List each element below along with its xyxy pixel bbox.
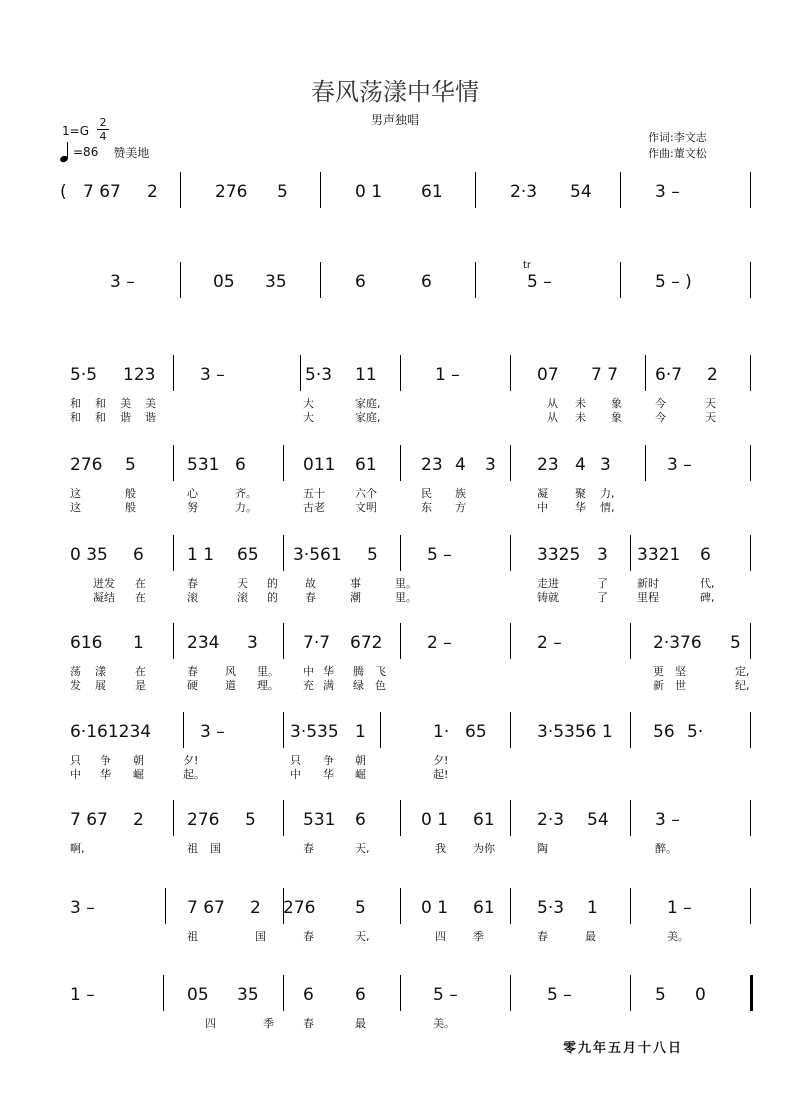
lyric-syllable: 大 bbox=[303, 397, 314, 410]
note-group: 3 – bbox=[200, 722, 225, 742]
lyric-syllable: 心 bbox=[187, 487, 198, 500]
lyric-syllable: 春 bbox=[187, 665, 198, 678]
note-row bbox=[55, 260, 755, 292]
note-group: 5 – bbox=[547, 985, 572, 1005]
note-group: 23 bbox=[537, 455, 559, 475]
note-group: 3·561 bbox=[293, 545, 342, 565]
lyric-syllable: 从 bbox=[547, 411, 558, 424]
note-group: 2 bbox=[250, 898, 261, 918]
lyric-syllable: 新时 bbox=[637, 577, 659, 590]
time-bottom: 4 bbox=[99, 130, 107, 143]
note-group: 5 bbox=[355, 898, 366, 918]
key-signature: 1=G bbox=[62, 124, 89, 138]
note-group: ( bbox=[60, 182, 67, 202]
note-group: 5 bbox=[245, 810, 256, 830]
lyric-syllable: 努 bbox=[187, 501, 198, 514]
note-group: 0 bbox=[695, 985, 706, 1005]
note-group: 5 – bbox=[527, 272, 552, 292]
lyric-syllable: 六个 bbox=[355, 487, 377, 500]
note-row bbox=[55, 810, 755, 830]
note-group: 5·5 bbox=[70, 365, 98, 385]
lyric-syllable: 天 bbox=[705, 397, 716, 410]
composer: 作曲:董文松 bbox=[648, 147, 707, 160]
tempo-value: =86 bbox=[73, 145, 99, 159]
note-group: 54 bbox=[570, 182, 592, 202]
note-group: 3325 bbox=[537, 545, 581, 565]
note-row bbox=[55, 182, 755, 202]
note-group: 2 bbox=[133, 810, 144, 830]
lyric-syllable: 春 bbox=[303, 842, 314, 855]
note-group: 2 bbox=[707, 365, 718, 385]
lyric-syllable: 事 bbox=[350, 577, 361, 590]
note-group: 5·3 bbox=[537, 898, 565, 918]
lyric-syllable: 夕! bbox=[183, 754, 199, 767]
lyric-syllable: 象 bbox=[611, 411, 622, 424]
lyric-syllable: 朝 bbox=[355, 754, 366, 767]
lyric-syllable: 情, bbox=[600, 501, 615, 514]
lyric-syllable: 华 bbox=[100, 768, 111, 781]
note-group: 6·161234 bbox=[70, 722, 152, 742]
lyric-syllable: 方 bbox=[455, 501, 466, 514]
note-group: 1 – bbox=[667, 898, 692, 918]
lyric-syllable: 争 bbox=[100, 754, 111, 767]
lyric-syllable: 美 bbox=[120, 397, 131, 410]
lyric-syllable: 天 bbox=[237, 577, 248, 590]
note-group: 65 bbox=[465, 722, 487, 742]
note-group: 531 bbox=[187, 455, 220, 475]
lyric-syllable: 华 bbox=[575, 501, 586, 514]
time-signature bbox=[97, 116, 109, 143]
note-group: 61 bbox=[421, 182, 443, 202]
lyric-syllable: 祖 bbox=[187, 842, 198, 855]
note-group: 5 bbox=[367, 545, 378, 565]
note-group: 3 bbox=[247, 633, 258, 653]
quarter-note-icon bbox=[60, 142, 70, 162]
lyric-syllable: 碑, bbox=[700, 591, 715, 604]
lyric-syllable: 四 bbox=[205, 1017, 216, 1030]
note-group: 6 bbox=[355, 810, 366, 830]
note-group: 61 bbox=[473, 810, 495, 830]
note-group: 61 bbox=[355, 455, 377, 475]
lyric-syllable: 天, bbox=[355, 842, 370, 855]
note-group: 276 bbox=[215, 182, 248, 202]
note-group: 7 7 bbox=[591, 365, 619, 385]
note-group: 276 bbox=[70, 455, 103, 475]
note-group: 5 – bbox=[427, 545, 452, 565]
tempo-marking bbox=[60, 142, 149, 162]
note-group: 6 bbox=[700, 545, 711, 565]
note-group: 5 bbox=[125, 455, 136, 475]
lyric-syllable: 最 bbox=[585, 930, 596, 943]
date-stamp: 零九年五月十八日 bbox=[563, 1041, 684, 1056]
lyric-syllable: 里。 bbox=[395, 591, 417, 604]
note-group: 61 bbox=[473, 898, 495, 918]
lyric-syllable: 的 bbox=[267, 577, 278, 590]
lyric-syllable: 五十 bbox=[303, 487, 325, 500]
lyric-syllable: 家庭, bbox=[355, 397, 381, 410]
note-row bbox=[55, 545, 755, 565]
note-row bbox=[55, 365, 755, 385]
note-group: 531 bbox=[303, 810, 336, 830]
lyric-syllable: 崛 bbox=[133, 768, 144, 781]
lyric-syllable: 华 bbox=[323, 768, 334, 781]
note-group: tr bbox=[523, 260, 532, 271]
lyric-syllable: 荡 bbox=[70, 665, 81, 678]
lyric-syllable: 和 bbox=[70, 411, 81, 424]
note-group: 672 bbox=[350, 633, 383, 653]
note-group: 56 bbox=[653, 722, 675, 742]
lyric-syllable: 今 bbox=[655, 411, 666, 424]
note-group: 7 67 bbox=[83, 182, 121, 202]
lyric-syllable: 春 bbox=[303, 1017, 314, 1030]
lyric-syllable: 从 bbox=[547, 397, 558, 410]
lyric-syllable: 我 bbox=[435, 842, 446, 855]
lyric-syllable: 代, bbox=[700, 577, 715, 590]
note-group: 0 1 bbox=[421, 810, 449, 830]
lyric-syllable: 新 bbox=[653, 679, 664, 692]
lyric-syllable: 天, bbox=[355, 930, 370, 943]
lyric-syllable: 里程 bbox=[637, 591, 659, 604]
note-group: 3 – bbox=[200, 365, 225, 385]
lyric-syllable: 文明 bbox=[355, 501, 377, 514]
lyric-syllable: 般 bbox=[125, 487, 136, 500]
note-group: 5 – ) bbox=[655, 272, 692, 292]
lyric-syllable: 大 bbox=[303, 411, 314, 424]
note-group: 1 bbox=[587, 898, 598, 918]
lyric-syllable: 是 bbox=[135, 679, 146, 692]
lyric-syllable: 满 bbox=[323, 679, 334, 692]
lyric-syllable: 春 bbox=[537, 930, 548, 943]
note-group: 0 1 bbox=[421, 898, 449, 918]
lyric-syllable: 美。 bbox=[667, 930, 689, 943]
lyric-syllable: 在 bbox=[135, 591, 146, 604]
lyric-syllable: 在 bbox=[135, 665, 146, 678]
lyric-syllable: 和 bbox=[95, 397, 106, 410]
lyric-syllable: 故 bbox=[305, 577, 316, 590]
lyric-syllable: 古老 bbox=[303, 501, 325, 514]
lyric-syllable: 这 bbox=[70, 487, 81, 500]
expression-mark: 赞美地 bbox=[113, 145, 150, 160]
lyric-syllable: 硬 bbox=[187, 679, 198, 692]
lyric-syllable: 色 bbox=[375, 679, 386, 692]
lyric-syllable: 未 bbox=[575, 397, 586, 410]
note-group: 6 bbox=[235, 455, 246, 475]
note-group: 1· bbox=[433, 722, 450, 742]
lyric-syllable: 春 bbox=[187, 577, 198, 590]
lyric-syllable: 飞 bbox=[375, 665, 386, 678]
note-group: 3 bbox=[597, 545, 608, 565]
lyric-syllable: 力。 bbox=[235, 501, 257, 514]
lyric-syllable: 祖 bbox=[187, 930, 198, 943]
lyric-syllable: 坚 bbox=[675, 665, 686, 678]
lyric-syllable: 和 bbox=[70, 397, 81, 410]
lyric-syllable: 滚 bbox=[237, 591, 248, 604]
time-top: 2 bbox=[99, 116, 107, 129]
lyric-syllable: 醉。 bbox=[655, 842, 677, 855]
note-group: 3 – bbox=[655, 182, 680, 202]
lyric-syllable: 了 bbox=[597, 577, 608, 590]
note-group: 3 – bbox=[667, 455, 692, 475]
lyric-syllable: 更 bbox=[653, 665, 664, 678]
note-group: 1 – bbox=[435, 365, 460, 385]
note-group: 7·7 bbox=[303, 633, 331, 653]
note-group: 23 bbox=[421, 455, 443, 475]
lyric-syllable: 四 bbox=[435, 930, 446, 943]
note-group: 2 – bbox=[537, 633, 562, 653]
lyric-syllable: 国 bbox=[255, 930, 266, 943]
lyric-syllable: 腾 bbox=[353, 665, 364, 678]
lyric-syllable: 这 bbox=[70, 501, 81, 514]
lyric-syllable: 中 bbox=[537, 501, 548, 514]
lyric-syllable: 最 bbox=[355, 1017, 366, 1030]
note-group: 1 bbox=[133, 633, 144, 653]
lyric-syllable: 充 bbox=[303, 679, 314, 692]
lyric-syllable: 天 bbox=[705, 411, 716, 424]
note-group: 276 bbox=[283, 898, 316, 918]
lyric-syllable: 滚 bbox=[187, 591, 198, 604]
note-group: 07 bbox=[537, 365, 559, 385]
note-group: 5 – bbox=[433, 985, 458, 1005]
note-group: 123 bbox=[123, 365, 156, 385]
note-group: 234 bbox=[187, 633, 220, 653]
lyric-syllable: 纪, bbox=[735, 679, 750, 692]
lyric-syllable: 走进 bbox=[537, 577, 559, 590]
lyric-syllable: 铸就 bbox=[537, 591, 559, 604]
lyric-syllable: 里。 bbox=[257, 665, 279, 678]
lyric-syllable: 国 bbox=[210, 842, 221, 855]
note-group: 6 bbox=[303, 985, 314, 1005]
lyric-syllable: 潮 bbox=[350, 591, 361, 604]
note-group: 1 – bbox=[70, 985, 95, 1005]
note-row bbox=[55, 722, 755, 742]
lyric-syllable: 今 bbox=[655, 397, 666, 410]
lyric-syllable: 华 bbox=[323, 665, 334, 678]
lyric-syllable: 凝结 bbox=[93, 591, 115, 604]
lyric-syllable: 东 bbox=[421, 501, 432, 514]
note-group: 0 1 bbox=[355, 182, 383, 202]
lyric-syllable: 陶 bbox=[537, 842, 548, 855]
lyric-syllable: 在 bbox=[135, 577, 146, 590]
note-group: 2 – bbox=[427, 633, 452, 653]
page-subtitle: 男声独唱 bbox=[370, 113, 419, 127]
lyric-syllable: 齐。 bbox=[235, 487, 257, 500]
lyric-syllable: 的 bbox=[267, 591, 278, 604]
lyric-syllable: 中 bbox=[290, 768, 301, 781]
lyric-syllable: 象 bbox=[611, 397, 622, 410]
note-group: 1 bbox=[355, 722, 366, 742]
note-group: 2·3 bbox=[537, 810, 565, 830]
lyric-syllable: 季 bbox=[263, 1017, 274, 1030]
lyric-syllable: 般 bbox=[125, 501, 136, 514]
note-group: 2·376 bbox=[653, 633, 702, 653]
note-group: 11 bbox=[355, 365, 377, 385]
lyric-syllable: 争 bbox=[323, 754, 334, 767]
note-group: 35 bbox=[265, 272, 287, 292]
lyric-syllable: 啊, bbox=[70, 842, 85, 855]
lyric-syllable: 展 bbox=[95, 679, 106, 692]
lyricist: 作词:李文志 bbox=[648, 131, 707, 144]
note-group: 6 bbox=[355, 985, 366, 1005]
lyric-syllable: 春 bbox=[305, 591, 316, 604]
lyric-syllable: 了 bbox=[597, 591, 608, 604]
lyric-syllable: 里。 bbox=[395, 577, 417, 590]
lyric-syllable: 中 bbox=[303, 665, 314, 678]
note-group: 35 bbox=[237, 985, 259, 1005]
lyric-syllable: 春 bbox=[303, 930, 314, 943]
lyric-syllable: 家庭, bbox=[355, 411, 381, 424]
lyric-syllable: 理。 bbox=[257, 679, 279, 692]
lyric-syllable: 绿 bbox=[353, 679, 364, 692]
lyric-syllable: 谐 bbox=[120, 411, 131, 424]
note-group: 65 bbox=[237, 545, 259, 565]
lyric-syllable: 漾 bbox=[95, 665, 106, 678]
note-group: 3·5356 1 bbox=[537, 722, 613, 742]
lyric-syllable: 未 bbox=[575, 411, 586, 424]
note-group: 4 bbox=[575, 455, 586, 475]
note-group: 6 bbox=[421, 272, 432, 292]
note-group: 011 bbox=[303, 455, 336, 475]
note-row bbox=[55, 455, 755, 475]
note-group: 5· bbox=[687, 722, 704, 742]
lyric-syllable: 崛 bbox=[355, 768, 366, 781]
lyric-syllable: 季 bbox=[473, 930, 484, 943]
note-group: 54 bbox=[587, 810, 609, 830]
lyric-syllable: 和 bbox=[95, 411, 106, 424]
note-group: 3 bbox=[600, 455, 611, 475]
lyric-syllable: 为你 bbox=[473, 842, 495, 855]
lyric-syllable: 发 bbox=[70, 679, 81, 692]
note-group: 2·3 bbox=[510, 182, 538, 202]
lyric-syllable: 起。 bbox=[183, 768, 205, 781]
lyric-syllable: 起! bbox=[433, 768, 449, 781]
note-group: 7 67 bbox=[70, 810, 108, 830]
lyric-syllable: 定, bbox=[735, 665, 750, 678]
note-row bbox=[55, 898, 755, 918]
lyric-syllable: 凝 bbox=[537, 487, 548, 500]
lyric-syllable: 谐 bbox=[145, 411, 156, 424]
note-row bbox=[55, 985, 755, 1005]
credits bbox=[648, 130, 707, 162]
note-group: 616 bbox=[70, 633, 103, 653]
page-title: 春风荡漾中华情 bbox=[311, 78, 479, 106]
lyric-syllable: 迸发 bbox=[93, 577, 115, 590]
note-group: 3 bbox=[485, 455, 496, 475]
lyric-syllable: 只 bbox=[70, 754, 81, 767]
lyric-syllable: 力, bbox=[600, 487, 615, 500]
note-group: 1 1 bbox=[187, 545, 215, 565]
lyric-syllable: 风 bbox=[225, 665, 236, 678]
lyric-syllable: 聚 bbox=[575, 487, 586, 500]
lyric-syllable: 民 bbox=[421, 487, 432, 500]
note-group: 6 bbox=[133, 545, 144, 565]
note-group: 3321 bbox=[637, 545, 681, 565]
lyric-syllable: 世 bbox=[675, 679, 686, 692]
note-group: 05 bbox=[213, 272, 235, 292]
note-group: 5 bbox=[277, 182, 288, 202]
lyric-syllable: 中 bbox=[70, 768, 81, 781]
lyric-syllable: 道 bbox=[225, 679, 236, 692]
note-group: 6·7 bbox=[655, 365, 683, 385]
note-group: 5 bbox=[655, 985, 666, 1005]
lyric-syllable: 族 bbox=[455, 487, 466, 500]
note-group: 3 – bbox=[655, 810, 680, 830]
lyric-syllable: 夕! bbox=[433, 754, 449, 767]
note-group: 6 bbox=[355, 272, 366, 292]
note-group: 4 bbox=[455, 455, 466, 475]
note-group: 05 bbox=[187, 985, 209, 1005]
note-group: 0 35 bbox=[70, 545, 108, 565]
note-group: 5·3 bbox=[305, 365, 333, 385]
note-group: 7 67 bbox=[187, 898, 225, 918]
note-group: 3 – bbox=[110, 272, 135, 292]
note-group: 3 – bbox=[70, 898, 95, 918]
note-group: 5 bbox=[730, 633, 741, 653]
lyric-syllable: 朝 bbox=[133, 754, 144, 767]
lyric-syllable: 美。 bbox=[433, 1017, 455, 1030]
lyric-syllable: 美 bbox=[145, 397, 156, 410]
note-group: 276 bbox=[187, 810, 220, 830]
note-row bbox=[55, 633, 755, 653]
lyric-syllable: 只 bbox=[290, 754, 301, 767]
note-group: 3·535 bbox=[290, 722, 339, 742]
note-group: 2 bbox=[147, 182, 158, 202]
